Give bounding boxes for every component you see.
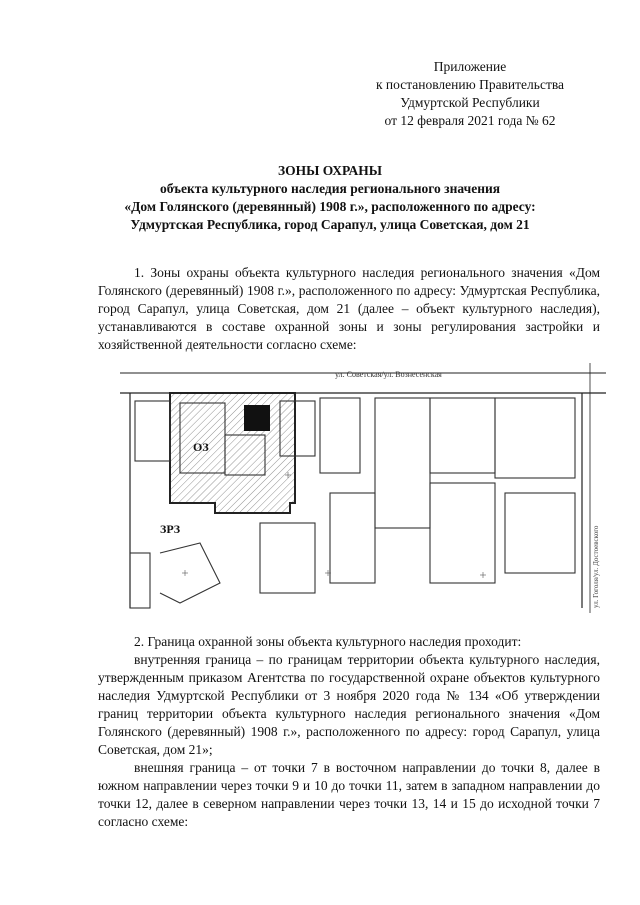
section-2-inner-boundary: внутренняя граница – по границам территории объекта культурного наследия, утвержденным приказом Агентства по государственной охране объектов культурного наследия Удмуртской Республики от 3 ноября 2020 года № 134 «Об утверждении границ территории объекта культурного наследия регионального значения «Дом Голянского (деревянный) 1908 г.», расположенного по адресу: город Сарапул, улица Советская, дом 21»; — [98, 652, 600, 757]
section-1-text: 1. Зоны охраны объекта культурного наследия регионального значения «Дом Голянского (деревянный) 1908 г.», расположенного по адресу: Удмуртская Республика, город Сарапул, улица Советская, дом 21 (далее – объект культурного наследия), устанавливаются в составе охранной зоны и зоны регулирования застройки и хозяйственной деятельности согласно схеме: — [98, 265, 600, 352]
section-1 — [98, 264, 600, 354]
street-label-right: ул. Гоголя/ул. Достоевского — [592, 525, 600, 608]
protection-zone-area — [170, 393, 295, 513]
section-2-heading: 2. Граница охранной зоны объекта культурного наследия проходит: — [134, 634, 522, 649]
map-drawing — [120, 363, 606, 613]
street-label-top: ул. Советская/ул. Вознесенская — [335, 370, 442, 379]
section-2-outer-boundary: внешняя граница – от точки 7 в восточном направлении до точки 8, далее в южном направлении через точки 9 и 10 до точки 11, затем в западном направлении до точки 12, далее в северном направлении через точки 13, 14 и 15 до исходной точки 7 согласно схеме: — [98, 760, 600, 829]
annex-date: от 12 февраля 2021 года № 62 — [384, 113, 556, 128]
section-2 — [98, 633, 600, 831]
annex-label: Приложение — [433, 59, 507, 74]
title-address: Удмуртская Республика, город Сарапул, улица Советская, дом 21 — [130, 217, 530, 232]
document-title — [96, 162, 564, 234]
annex-republic: Удмуртской Республики — [400, 95, 540, 110]
title-name: «Дом Голянского (деревянный) 1908 г.», расположенного по адресу: — [124, 199, 536, 214]
title-main: ЗОНЫ ОХРАНЫ — [278, 163, 382, 178]
zone-label-zrz: ЗРЗ — [160, 522, 181, 536]
zone-scheme-map — [120, 363, 606, 613]
annex-header — [340, 58, 600, 130]
title-object: объекта культурного наследия регионального значения — [159, 181, 501, 196]
heritage-object — [244, 405, 270, 431]
annex-resolution: к постановлению Правительства — [375, 77, 565, 92]
zone-label-oz: ОЗ — [193, 440, 209, 454]
